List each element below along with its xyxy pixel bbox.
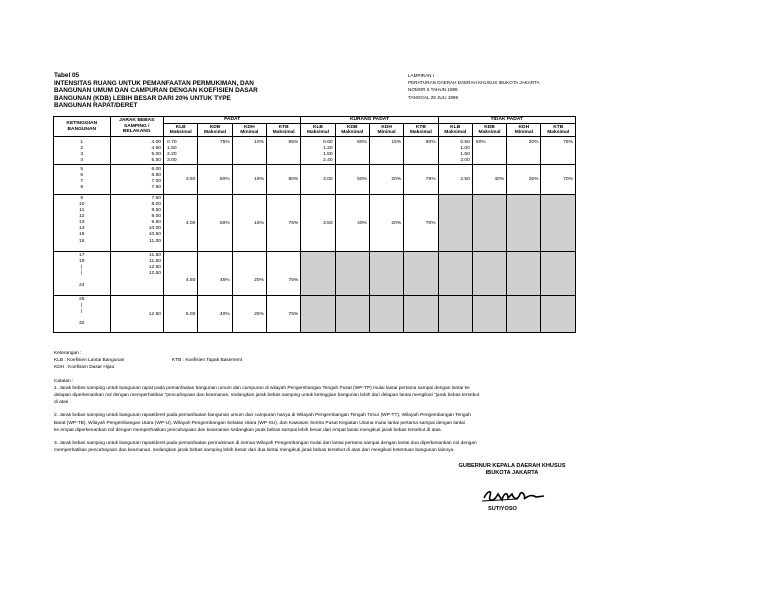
lampiran-line: PERATURAN DAERAH DAERAH KHUSUS IBUKOTA JAKARTA	[408, 80, 540, 86]
padat-kdb-cell: 60%	[198, 165, 232, 195]
padat-kdh-cell: 15%	[232, 165, 266, 195]
header-ketinggian: KETINGGIAN BANGUNAN	[54, 117, 111, 137]
title-line: BANGUNAN UMUM DAN CAMPURAN DENGAN KOEFISIEN DASAR	[54, 87, 258, 95]
padat-ktb-cell: 75%	[266, 195, 300, 252]
kurang-kdh-cell: 20%	[369, 165, 403, 195]
table-title	[54, 72, 258, 110]
header-ktb: KTB Maksimal	[266, 124, 300, 137]
na-cell	[507, 195, 541, 252]
padat-kdb-cell: 75%	[198, 137, 232, 165]
na-cell	[404, 252, 438, 296]
levels-cell: 17 18 | | 24	[54, 252, 111, 296]
tidak-kdb-cell: 40%	[472, 165, 506, 195]
table-row	[54, 195, 576, 252]
header-kurang-padat: KURANG PADAT	[301, 117, 438, 124]
note-line: 3. Jarak bebas samping untuk bangunan rapat/deret pada pemanfaatan permukiman di semua Wilayah Pengembangan mulai dari lantai pertama sampai dengan lantai dua diperkenankan nol dengan	[54, 441, 477, 447]
padat-kdb-cell: 40%	[198, 296, 232, 333]
kurang-klb-cell: 3.00	[301, 165, 335, 195]
kurang-kdh-cell: 15%	[369, 137, 403, 165]
na-cell	[472, 252, 506, 296]
na-cell	[541, 252, 576, 296]
kurang-ktb-cell: 70%	[404, 195, 438, 252]
note-line: ke empat diperkenankan nol dengan memperhatikan pencahayaan dan keamanan sedangkan jarak bebas sampai lebih besar dari empat lantai mengikuti jarak bebas tersebut di atas.	[54, 427, 442, 433]
padat-klb-cell: 4.50	[164, 252, 198, 296]
header-ktb: KTB Maksimal	[404, 124, 438, 137]
padat-ktb-cell: 75%	[266, 252, 300, 296]
padat-klb-cell: 0.70 1.50 2.20 3.00	[164, 137, 198, 165]
keterangan-klb: KLB : Koefisien Lantai Bangunan	[54, 358, 125, 364]
padat-klb-cell: 4.00	[164, 195, 198, 252]
header-jarak-bebas: JARAK BEBAS SAMPING / BELAKANG	[110, 117, 164, 137]
kurang-kdb-cell: 60%	[335, 137, 369, 165]
padat-kdh-cell: 10%	[232, 137, 266, 165]
na-cell	[301, 296, 335, 333]
tidak-ktb-cell: 75%	[541, 137, 576, 165]
catatan-label: Catatan :	[54, 378, 74, 384]
tidak-kdb-cell: 50%	[472, 137, 506, 165]
tidak-klb-cell: 0.50 1.00 1.50 2.00	[438, 137, 472, 165]
na-cell	[541, 296, 576, 333]
kurang-kdb-cell: 50%	[335, 165, 369, 195]
header-kdh: KDH Minimal	[369, 124, 403, 137]
note-line: delapan diperkenankan nol dengan memperhatikan "pencahayaan dan keamanan, sedangkan jarak bebas samping untuk ketinggian bangunan lebih dari delapan lantai mengikuti "jarak bebas tersebut	[54, 393, 480, 399]
na-cell	[507, 296, 541, 333]
padat-kdb-cell: 45%	[198, 252, 232, 296]
padat-ktb-cell: 75%	[266, 296, 300, 333]
header-kdb: KDB Maksimal	[198, 124, 232, 137]
na-cell	[369, 296, 403, 333]
tidak-ktb-cell: 70%	[541, 165, 576, 195]
padat-kdh-cell: 15%	[232, 195, 266, 252]
padat-ktb-cell: 85%	[266, 137, 300, 165]
table-row	[54, 252, 576, 296]
padat-ktb-cell: 80%	[266, 165, 300, 195]
title-line: INTENSITAS RUANG UNTUK PEMANFAATAN PERMUKIMAN, DAN	[54, 79, 254, 87]
jarak-cell: 4.00 4.50 5.00 5.50	[110, 137, 164, 165]
na-cell	[301, 252, 335, 296]
signature-title: GUBERNUR KEPALA DAERAH KHUSUS IBUKOTA JAKARTA	[458, 463, 566, 476]
jarak-cell: 7.50 8.00 8.50 9.00 9.50 10.00 10.50 11.00	[110, 195, 164, 252]
signature-mark	[478, 486, 550, 506]
note-line: 2. Jarak bebas samping untuk bangunan rapat/deret pada pemanfaatan bangunan umum dan campuran hanya di Wilayah Pengembangan Tengah Timur (WP-TT), Wilayah Pengembangan Tengah	[54, 413, 471, 419]
note-line: di atas	[54, 400, 69, 406]
notes-block	[54, 350, 574, 454]
note-line: memperhatikan pencahayaan dan keamanan, sedangkan jarak bebas samping lebih besar dari dua lantai mengikuti jarak bebas tersebut di atas dan mengikuti ketentuan bangunan lainnya.	[54, 448, 455, 454]
na-cell	[438, 296, 472, 333]
table-row	[54, 137, 576, 165]
keterangan-ktb: KTB : Koefisien Tapak Basement	[172, 358, 243, 364]
kurang-klb-cell: 0.60 1.20 1.80 2.40	[301, 137, 335, 165]
header-padat: PADAT	[164, 117, 301, 124]
title-line: BANGUNAN RAPAT/DERET	[54, 102, 138, 110]
na-cell	[335, 252, 369, 296]
kurang-klb-cell: 3.50	[301, 195, 335, 252]
tidak-kdh-cell: 20%	[507, 137, 541, 165]
note-line: Barat (WP-TB), Wilayah Pengembangan Utara (WP-U), Wilayah Pengembangan Selatan Utara (WP-SU), dan Kawasan Sentra Pusat Kegiatan Utama mulai lantai pertama sampai dengan lantai	[54, 420, 465, 426]
table-row	[54, 296, 576, 333]
levels-cell: 1 2 3 4	[54, 137, 111, 165]
signer-name: SUTIYOSO	[488, 506, 517, 512]
padat-klb-cell: 5.00	[164, 296, 198, 333]
lampiran-line: NOMOR 5 TAHUN 1999	[408, 87, 458, 93]
keterangan-kdh: KDH : Koefisien Dasar Hijau	[54, 365, 115, 371]
table-row	[54, 165, 576, 195]
jarak-cell: 6.00 6.50 7.00 7.50	[110, 165, 164, 195]
padat-kdb-cell: 50%	[198, 195, 232, 252]
kurang-ktb-cell: 75%	[404, 165, 438, 195]
tidak-kdh-cell: 25%	[507, 165, 541, 195]
levels-cell: 25 | | 32	[54, 296, 111, 333]
levels-cell: 9 10 11 12 13 14 15 16	[54, 195, 111, 252]
na-cell	[472, 195, 506, 252]
jarak-cell: 11.50 11.50 12.50 12.50	[110, 252, 164, 296]
lampiran-block	[408, 72, 540, 101]
intensity-table	[53, 116, 576, 333]
title-line: BANGUNAN (KDB) LEBIH BESAR DARI 20% UNTUK TYPE	[54, 94, 231, 102]
na-cell	[404, 296, 438, 333]
header-kdh: KDH Minimal	[232, 124, 266, 137]
na-cell	[369, 252, 403, 296]
levels-cell: 5 6 7 8	[54, 165, 111, 195]
na-cell	[541, 195, 576, 252]
lampiran-line: TANGGAL 28 JULI 1999	[408, 94, 459, 100]
jarak-cell: 12.50	[110, 296, 164, 333]
title-line: Tabel 05	[54, 72, 80, 79]
na-cell	[507, 252, 541, 296]
kurang-kdb-cell: 40%	[335, 195, 369, 252]
header-ktb: KTB Maksimal	[541, 124, 576, 137]
padat-klb-cell: 3.50	[164, 165, 198, 195]
na-cell	[472, 296, 506, 333]
kurang-kdh-cell: 20%	[369, 195, 403, 252]
padat-kdh-cell: 25%	[232, 296, 266, 333]
header-kdh: KDH Minimal	[507, 124, 541, 137]
na-cell	[438, 252, 472, 296]
na-cell	[335, 296, 369, 333]
note-line: 1. Jarak bebas samping untuk bangunan rapat pada pemanfaatan bangunan umum dan campuran di wilayah Pengembangan Tengah Pusat (WP-TP) mulai lantai pertama sampai dengan lantai ke	[54, 385, 470, 391]
tidak-klb-cell: 2.50	[438, 165, 472, 195]
keterangan-label: Keterangan :	[54, 351, 82, 356]
na-cell	[438, 195, 472, 252]
header-klb: KLB Maksimal	[164, 124, 198, 137]
padat-kdh-cell: 20%	[232, 252, 266, 296]
header-klb: KLB Maksimal	[301, 124, 335, 137]
header-tidak-padat: TIDAK PADAT	[438, 117, 575, 124]
header-kdb: KDB Maksimal	[472, 124, 506, 137]
lampiran-line: LAMPIRAN I	[408, 73, 435, 78]
kurang-ktb-cell: 80%	[404, 137, 438, 165]
header-kdb: KDB Maksimal	[335, 124, 369, 137]
header-klb: KLB Maksimal	[438, 124, 472, 137]
